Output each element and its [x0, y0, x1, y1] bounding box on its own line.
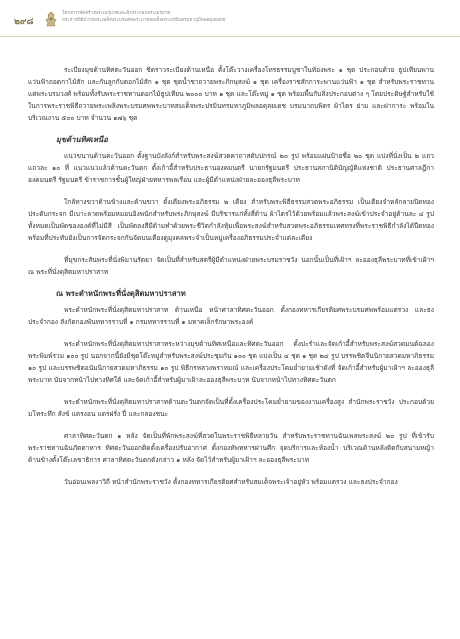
paragraph-7: พระตำหนักพระที่นั่งดุสิตมหาปราสาทด้านตะวันตกจัดเป็นที่ตั้งเครื่องประโคมย่ำยามของงานเครื่องสูง สำนักพระราชวัง ประกอบด้วย มโหระทึก สังข์ แตรงอน แตรฝรั่ง ปี่ และกลองชนะ [28, 398, 434, 418]
paragraph-6: พระตำหนักพระที่นั่งดุสิตมหาปราสาทระหว่างมุขด้านทิศเหนือและทิศตะวันออก ตั้งปะรำและจัดเก้าอี้สำหรับพระสงฆ์สวดมนต์ฉลองพระพิมพ์รวม ๑๐๐ รูป นอกจากนี้ยังมีชุดโต๊ะหมู่สำหรับพระสงฆ์ประชุมกัน ๑๐๐ ชุด แบ่งเป็น ๔ ชุด ๑ ชุด ๒๔ รูป บรรพชิตจีนนิกายสวดมหาภิธรรม ๑๐ รูป และบรรพชิตอนัมนิกายสวดมหาภิธรรม ๑๐ รูป พิธีกรหลวงพราหมณ์ และเครื่องประโคมย่ำยามเช้าดังที่ จัดเก้าอี้สำหรับผู้มาเฝ้าฯ ละอองธุลีพระบาท นับจากหน้าไปทางทิศใต้ และจัดเก้าอี้สำหรับผู้มาเฝ้าละอองธุลีพระบาท นับจากหน้าไปทางทิศตะวันตก [28, 340, 434, 384]
header-line-1: โครงการจัดสร้างพระเมรุมาศและสิ่งประกอบพระเมรุมาศ [62, 11, 171, 16]
page-number: ๒๙๘ [14, 17, 34, 27]
header-divider [0, 36, 460, 37]
page-header [0, 0, 460, 44]
header-line-2: พระราชพิธีถวายพระเพลิงพระบรมศพพระบาทสมเด็จพระปรมินทรมหาภูมิพลอดุลยเดช [62, 18, 226, 23]
section-heading: ณ พระตำหนักพระที่นั่งดุสิตมหาปราสาท [56, 289, 186, 298]
header-caption [62, 10, 362, 24]
document-body [28, 64, 434, 498]
paragraph-4: ที่มุขกระสันพระที่นั่งพิมานรัตยา จัดเป็นที่สำหรับสตรีผู้มีตำแหน่งฝ่ายพระบรมราชวัง นอกนั้นเป็นที่เฝ้าฯ ละอองธุลีพระบาทที่เข้าเฝ้าฯ ณ พระที่นั่งดุสิตมหาปราสาท [28, 256, 434, 276]
royal-emblem-icon [44, 11, 58, 27]
subheading-north-wing: มุขด้านทิศเหนือ [56, 135, 108, 144]
paragraph-2: แนวขนานด้านตะวันออก ตั้งฐานบังลังก์สำหรับพระสงฆ์สวดคาถาสดับปกรณ์ ๒๐ รูป พร้อมแผ่นป้ายชื่อ ๒๐ ชุด แบ่งที่นั่งเป็น ๒ แถว แถวละ ๑๐ ที่ แนวแนวแล้วด้านตะวันตก ตั้งเก้าอี้สำหรับประธานองคมนตรี นายกรัฐมนตรี ประธานสภานิติบัญญัติแห่งชาติ ประธานศาลฎีกา องคมนตรี รัฐมนตรี ข้าราชการชั้นผู้ใหญ่ฝ่ายทหารพลเรือน และผู้มีตำแหน่งฝ่ายละอองธุลีพระบาท [28, 152, 434, 184]
paragraph-5: พระตำหนักพระที่นั่งดุสิตมหาปราสาท ด้านเหนือ หน้าศาลาทิศตะวันออก ตั้งกองทหารเกียรติยศพระบรมศพพร้อมแตรวง และธงประจำกอง สังกัดกองพันทหารราบที่ ๑ กรมทหารราบที่ ๑ มหาดเล็กรักษาพระองค์ [28, 306, 434, 326]
paragraph-9: วันอ่อนเพลงาวิถี หน้าสำนักพระราชวัง ตั้งกองทหารเกียรติยศสำหรับสมเด็จพระเจ้าอยู่หัว พร้อมแตรวง และธงประจำกอง [64, 478, 398, 486]
paragraph-3: ใกล้ทางขวาด้านข้างและด้านขวา ตั้งเตียงพระอภิธรรม ๒ เตียง สำหรับพระพิธีธรรมสวดพระอภิธรรม เป็นเตียงจำหลักลายปิดทองประดับกระจก มีเบาะลาดพร้อมหมอนอิงพนักสำหรับพระภิกษุสงฆ์ มีบริขารแก่ทั้งสี่ด้าน ผ้าไตรไว้ด้วยพร้อมแล้วพระสงฆ์เข้าประจำอยู่ด้านละ ๔ รูป ทั้งหมดเป็นพัดขององค์ที่ไม่มีสี เป็นพัดลงสีมีด้ามทำด้วยพระชีวิตกำลังหุ้มเพื่อพระสงฆ์สำหรับสวดพระอภิธรรมเทศทรงที่พระราชพิธีกำลังได้ปีดทอง พร้อมที่ประทับยังเป็นการจัดกระจกกันจัดบนเตียงดูมุงคลพระจำเป็นหมู่เครื่องอภิธรรมประจำแต่ละเตียง [28, 198, 434, 242]
paragraph-1: ระเบียงมุขด้านทิศตะวันออก ชิดราวระเบียงด้านเหนือ ตั้งโต๊ะวางเครื่องโทรธรรมบูชาในท้องพระ ๑ ชุด ประกอบด้วย ธูปเทียนพานแว่นฟ้าถอดกาไม้สัก และกันลูกกับดอกไม้สัก ๑ ชุด ชุดน้ำชาถวายพระภิกษุสงฆ์ ๑ ชุด เครื่องราชสักการะพานแว่นฟ้า ๑ ชุด สำหรับพระราชทานแด่พระบรมวงศ์ พร้อมทั้งรับพระราชทานดอกไม้ธูปเทียน ๒๐๐๐ บาท ๑ ชุด และโต๊ะหมู่ ๑ ชุด พร้อมพื้นกับสิ่งประกอบต่าง ๆ โดยประดิษฐ์สำหรับใช้ในการพระราชพิธีถวายพระเพลิงพระบรมศพพระบาทสมเด็จพระปรมินทรมหาภูมิพลอดุลยเดช บรมนาถบพิตร ผ้าไตร ย่าม และฝาการะ พร้อมในบริเวณงาน ๕๐๐ บาท จำนวน ๑๗๖ ชุด [28, 66, 434, 122]
paragraph-8: ศาลาทิศตะวันตก ๑ หลัง จัดเป็นที่พักพระสงฆ์ที่สวดในพระราชพิธีหลายวัน สำหรับพระราชทานฉันเพลพระสงฆ์ ๒๐ รูป ที่เข้ารับพระราชทานฉันภัตตาหาร ทิศตะวันออกติดตั้งเครื่องปรับอากาศ ตั้งกองทัพทหารผ่านศึก จุดบริการและห้องน้ำ บริเวณด้านหลังติดกับสนามหญ้าด้านข้างตั้งโต๊ะเลขาธิการ ศาลาทิศตะวันตกดังกล่าว ๑ หลัง จัดไว้สำหรับผู้มาเฝ้าฯ ละอองธุลีพระบาท [28, 432, 434, 464]
